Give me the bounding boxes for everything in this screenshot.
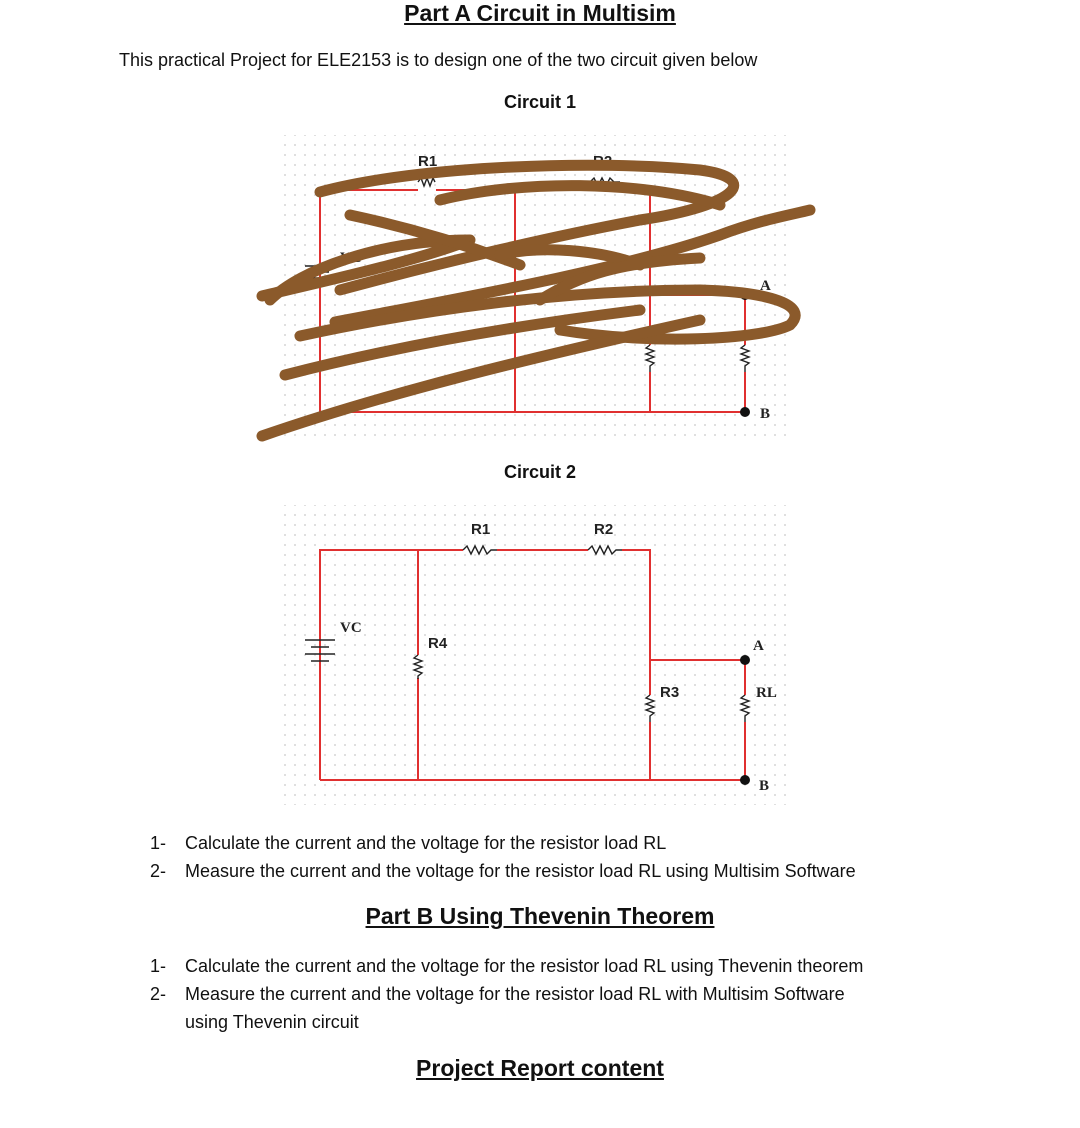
list-item: 1- Calculate the current and the voltage for the resistor load RL using Thevenin theorem	[150, 956, 864, 976]
terminal-b-node	[740, 407, 750, 417]
part-b-steps	[150, 952, 863, 1036]
r4-label: R4	[428, 635, 448, 652]
terminal-b-label: B	[759, 778, 770, 794]
terminal-a-label: A	[753, 638, 764, 654]
part-b-title: Part B Using Thevenin Theorem	[365, 903, 715, 929]
r1-label: R1	[418, 153, 438, 170]
list-item: 2- Measure the current and the voltage for the resistor load RL using Multisim Software	[150, 861, 856, 881]
terminal-a-label: A	[760, 278, 771, 294]
report-title: Project Report content	[416, 1055, 664, 1081]
terminal-b-label: B	[760, 406, 771, 422]
terminal-b-node	[740, 775, 750, 785]
list-item: 2- Measure the current and the voltage for the resistor load RL with Multisim Software	[150, 984, 845, 1004]
r2-label: R2	[593, 153, 613, 170]
circuit-1-caption: Circuit 1	[503, 92, 577, 112]
circuit-2-caption: Circuit 2	[503, 462, 577, 482]
vc-label: VC	[340, 620, 362, 636]
rl-label: RL	[756, 685, 777, 701]
circuit-1-diagram	[0, 130, 1080, 450]
r1-label: R1	[471, 521, 491, 538]
circuit-2-diagram	[0, 500, 1080, 810]
terminal-a-node	[740, 655, 750, 665]
intro-text: This practical Project for ELE2153 is to design one of the two circuit given below	[119, 50, 758, 70]
part-a-steps	[150, 829, 856, 885]
r2-label: R2	[594, 521, 614, 538]
part-a-title: Part A Circuit in Multisim	[404, 0, 676, 26]
list-item: 1- Calculate the current and the voltage for the resistor load RL	[150, 833, 667, 853]
list-item-continuation: using Thevenin circuit	[185, 1012, 359, 1032]
r3-label: R3	[660, 684, 680, 701]
vc-label: VC	[340, 250, 362, 266]
